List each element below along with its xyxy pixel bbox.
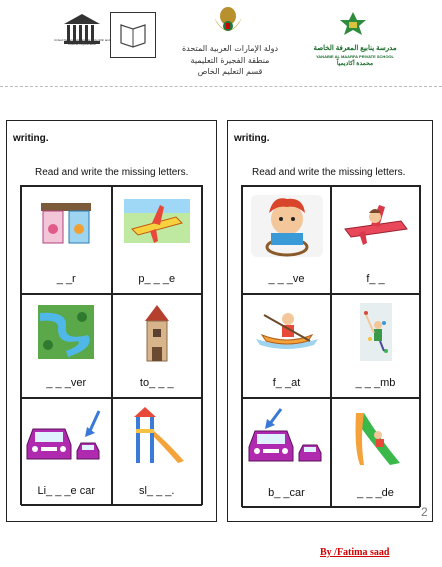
exercise-cell — [21, 186, 112, 294]
right-panel-title: writing. — [234, 133, 270, 144]
unesco-caption: United Nations Educational, Scientific and Cultural Organization — [54, 38, 110, 46]
header-department: قسم التعليم الخاص — [197, 67, 263, 76]
exercise-cell — [21, 398, 112, 506]
river-icon — [38, 305, 94, 359]
header-divider — [0, 86, 442, 87]
missing-letters-text: b_ _car — [268, 487, 305, 499]
plane-icon — [124, 199, 190, 249]
missing-letters-text: _ _ _de — [357, 487, 394, 499]
author-credit: By /Fatima saad — [320, 547, 390, 558]
exercise-cell — [242, 398, 331, 508]
tower-icon — [137, 303, 177, 363]
slide-icon — [350, 409, 402, 467]
climb-icon — [356, 303, 396, 361]
missing-letters-text: p_ _ _e — [138, 273, 176, 285]
missing-letters-text: _ _r — [56, 273, 76, 285]
missing-letters-text: f_ _ — [366, 273, 385, 285]
missing-letters-text: f_ _at — [272, 377, 301, 389]
right-exercise-grid — [241, 185, 421, 507]
uae-emblem-icon — [210, 4, 246, 42]
left-panel-title: writing. — [13, 133, 49, 144]
missing-letters-text: to_ _ _ — [139, 377, 174, 389]
school-accreditation: محمدة أكاديمياً — [336, 61, 374, 67]
exercise-cell — [242, 186, 331, 294]
exercise-cell — [242, 294, 331, 398]
school-name-english: YANABIE AL MAARFA PRIVATE SCHOOL — [315, 54, 394, 59]
header-zone: منطقة الفجيرة التعليمية — [190, 56, 270, 65]
missing-letters-text: _ _ _ve — [268, 273, 305, 285]
little-car-icon — [23, 405, 109, 467]
missing-letters-text: _ _ _ver — [46, 377, 87, 389]
exercise-cell — [112, 294, 203, 398]
book-icon — [111, 13, 155, 57]
exercise-cell — [331, 398, 420, 508]
missing-letters-text: _ _ _mb — [355, 377, 396, 389]
big-car-icon — [245, 405, 329, 469]
exercise-cell — [331, 186, 420, 294]
exercise-cell — [331, 294, 420, 398]
drive-icon — [251, 195, 323, 257]
school-name-arabic: مدرسة ينابيع المعرفة الخاصة — [313, 45, 397, 52]
float-icon — [254, 305, 320, 351]
header-country: دولة الإمارات العربية المتحدة — [181, 44, 279, 53]
slide-icon — [128, 407, 186, 465]
missing-letters-text: Li_ _ _e car — [37, 485, 95, 497]
left-worksheet-panel — [6, 120, 217, 522]
fly-icon — [341, 199, 411, 247]
school-logo-icon — [336, 10, 370, 42]
left-panel-instruction: Read and write the missing letters. — [35, 167, 189, 178]
exercise-cell — [21, 294, 112, 398]
jar-icon — [35, 201, 97, 247]
page-number: 2 — [421, 505, 428, 519]
left-exercise-grid — [20, 185, 203, 505]
right-panel-instruction: Read and write the missing letters. — [252, 167, 406, 178]
missing-letters-text: sl_ _ _. — [139, 485, 175, 497]
exercise-cell — [112, 398, 203, 506]
exercise-cell — [112, 186, 203, 294]
unesco-logo-icon — [62, 12, 102, 54]
right-worksheet-panel — [227, 120, 433, 522]
ministry-logo — [110, 12, 156, 58]
